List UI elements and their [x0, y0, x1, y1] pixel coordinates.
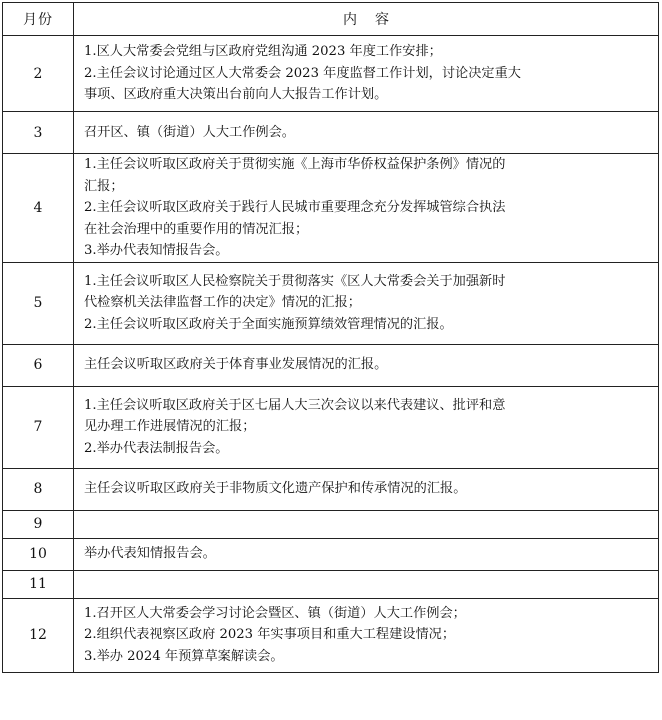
work-plan-table	[2, 2, 659, 673]
table-row	[3, 598, 659, 672]
month-cell: 6	[3, 344, 74, 386]
content-line: 2.组织代表视察区政府 2023 年实事项目和重大工程建设情况；	[84, 627, 456, 643]
table-body	[3, 36, 659, 673]
content-cell	[74, 538, 659, 570]
month-cell: 4	[3, 154, 74, 263]
content-cell	[74, 36, 659, 112]
content-cell	[74, 344, 659, 386]
content-cell	[74, 262, 659, 344]
table-row	[3, 36, 659, 112]
content-line: 主任会议听取区政府关于非物质文化遗产保护和传承情况的汇报。	[84, 481, 467, 497]
content-line: 1.主任会议听取区人民检察院关于贯彻落实《区人大常委会关于加强新时	[84, 273, 506, 289]
content-line: 代检察机关法律监督工作的决定》情况的汇报；	[84, 295, 361, 311]
table-row	[3, 468, 659, 510]
content-cell	[74, 598, 659, 672]
content-line: 1.召开区人大常委会学习讨论会暨区、镇（街道）人大工作例会；	[84, 605, 466, 621]
content-cell	[74, 570, 659, 598]
content-cell	[74, 468, 659, 510]
content-cell	[74, 154, 659, 263]
content-line: 召开区、镇（街道）人大工作例会。	[84, 124, 295, 140]
content-line: 2.主任会议听取区政府关于全面实施预算绩效管理情况的汇报。	[84, 316, 453, 332]
content-line: 2.主任会议讨论通过区人大常委会 2023 年度监督工作计划，讨论决定重大	[84, 65, 521, 81]
content-line: 事项、区政府重大决策出台前向人大报告工作计划。	[84, 87, 388, 103]
table-row	[3, 510, 659, 538]
content-line: 2.主任会议听取区政府关于践行人民城市重要理念充分发挥城管综合执法	[84, 200, 506, 215]
month-cell: 10	[3, 538, 74, 570]
content-cell	[74, 112, 659, 154]
table-row	[3, 344, 659, 386]
content-line: 1.主任会议听取区政府关于区七届人大三次会议以来代表建议、批评和意	[84, 397, 506, 413]
content-line: 在社会治理中的重要作用的情况汇报；	[84, 221, 309, 237]
content-line: 汇报；	[84, 178, 124, 194]
table-row	[3, 570, 659, 598]
header-month: 月份	[3, 3, 74, 36]
content-line: 1.区人大常委会党组与区政府党组沟通 2023 年度工作安排；	[84, 44, 442, 60]
content-line: 1.主任会议听取区政府关于贯彻实施《上海市华侨权益保护条例》情况的	[84, 157, 506, 172]
month-cell: 2	[3, 36, 74, 112]
table-row	[3, 538, 659, 570]
content-cell	[74, 386, 659, 468]
header-content: 内容	[74, 3, 659, 36]
month-cell: 11	[3, 570, 74, 598]
content-line: 主任会议听取区政府关于体育事业发展情况的汇报。	[84, 357, 388, 373]
table-row	[3, 262, 659, 344]
month-cell: 5	[3, 262, 74, 344]
content-cell	[74, 510, 659, 538]
month-cell: 3	[3, 112, 74, 154]
table-row	[3, 386, 659, 468]
content-line: 3.举办代表知情报告会。	[84, 243, 229, 258]
content-line: 2.举办代表法制报告会。	[84, 440, 229, 456]
table-header-row	[3, 3, 659, 36]
content-line: 3.举办 2024 年预算草案解读会。	[84, 648, 284, 664]
table-row	[3, 154, 659, 263]
content-line: 举办代表知情报告会。	[84, 546, 216, 562]
month-cell: 8	[3, 468, 74, 510]
table-row	[3, 112, 659, 154]
month-cell: 9	[3, 510, 74, 538]
month-cell: 12	[3, 598, 74, 672]
month-cell: 7	[3, 386, 74, 468]
content-line: 见办理工作进展情况的汇报；	[84, 419, 256, 435]
